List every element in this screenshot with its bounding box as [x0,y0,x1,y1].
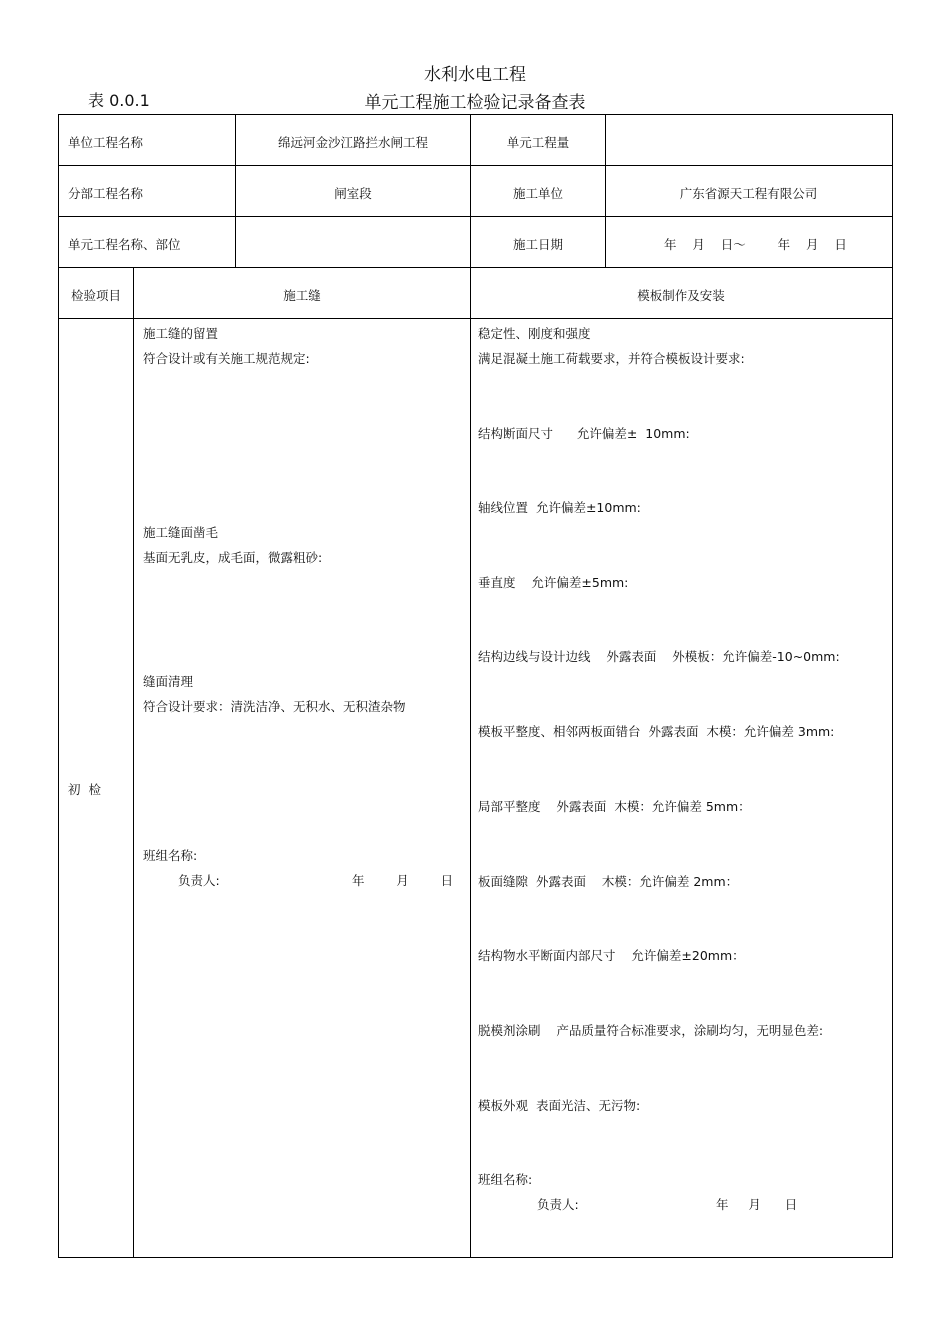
joint-date: 年 月 日 [352,873,454,888]
formwork-line-6: 结构边线与设计边线 外露表面 外模板：允许偏差-10~0mm: [478,649,840,664]
formwork-line-2: 满足混凝土施工荷载要求，并符合模板设计要求: [478,351,745,366]
element-name-label: 单元工程名称、部位 [68,237,181,252]
formwork-line-7: 模板平整度、相邻两板面错台 外露表面 木模：允许偏差 3mm: [478,724,835,739]
col-header-joint: 施工缝 [283,288,321,303]
formwork-line-4: 轴线位置 允许偏差±10mm: [478,500,641,515]
formwork-leader: 负责人: [537,1197,579,1212]
table-number: 表 0.0.1 [88,91,150,110]
date-value: 年 月 日～ 年 月 日 [664,237,847,252]
col-header-item: 检验项目 [70,288,121,303]
joint-leader: 负责人: [178,873,220,888]
unit-project-label: 单位工程名称 [68,135,144,150]
joint-team-name: 班组名称: [143,848,198,863]
row-divider [58,165,892,166]
contractor-value: 广东省源天工程有限公司 [679,186,818,201]
formwork-team-name: 班组名称: [478,1172,533,1187]
joint-s3-title: 缝面清理 [143,674,194,689]
formwork-line-5: 垂直度 允许偏差±5mm: [478,575,629,590]
joint-s2-title: 施工缝面凿毛 [143,525,219,540]
joint-s1-title: 施工缝的留置 [143,326,219,341]
date-label: 施工日期 [512,237,563,252]
col-header-formwork: 模板制作及安装 [637,288,725,303]
formwork-line-1: 稳定性、刚度和强度 [478,326,591,341]
formwork-line-10: 结构物水平断面内部尺寸 允许偏差±20mm： [478,948,745,963]
row-label-initial-check: 初 检 [68,782,101,797]
row-divider [58,267,892,268]
formwork-line-11: 脱模剂涂刷 产品质量符合标准要求，涂刷均匀，无明显色差: [478,1023,824,1038]
form-title: 单元工程施工检验记录备查表 [364,93,586,113]
joint-s2-text: 基面无乳皮，成毛面，微露粗砂: [143,550,323,565]
row-divider [58,216,892,217]
page-title: 水利水电工程 [424,65,526,85]
sub-project-label: 分部工程名称 [68,186,144,201]
col-divider [133,267,134,1257]
joint-s1-text: 符合设计或有关施工规范规定: [143,351,310,366]
contractor-label: 施工单位 [512,186,563,201]
unit-project-value: 绵远河金沙江路拦水闸工程 [277,135,428,150]
row-divider [58,318,892,319]
col-divider [470,114,471,1257]
sub-project-value: 闸室段 [334,186,372,201]
formwork-line-8: 局部平整度 外露表面 木模：允许偏差 5mm： [478,799,751,814]
formwork-line-3: 结构断面尺寸 允许偏差± 10mm: [478,426,690,441]
formwork-line-9: 板面缝隙 外露表面 木模：允许偏差 2mm： [478,874,739,889]
joint-s3-text: 符合设计要求：清洗洁净、无积水、无积渣杂物 [143,699,406,714]
formwork-date: 年 月 日 [716,1197,798,1212]
formwork-line-12: 模板外观 表面光洁、无污物: [478,1098,641,1113]
element-qty-label: 单元工程量 [506,135,570,150]
